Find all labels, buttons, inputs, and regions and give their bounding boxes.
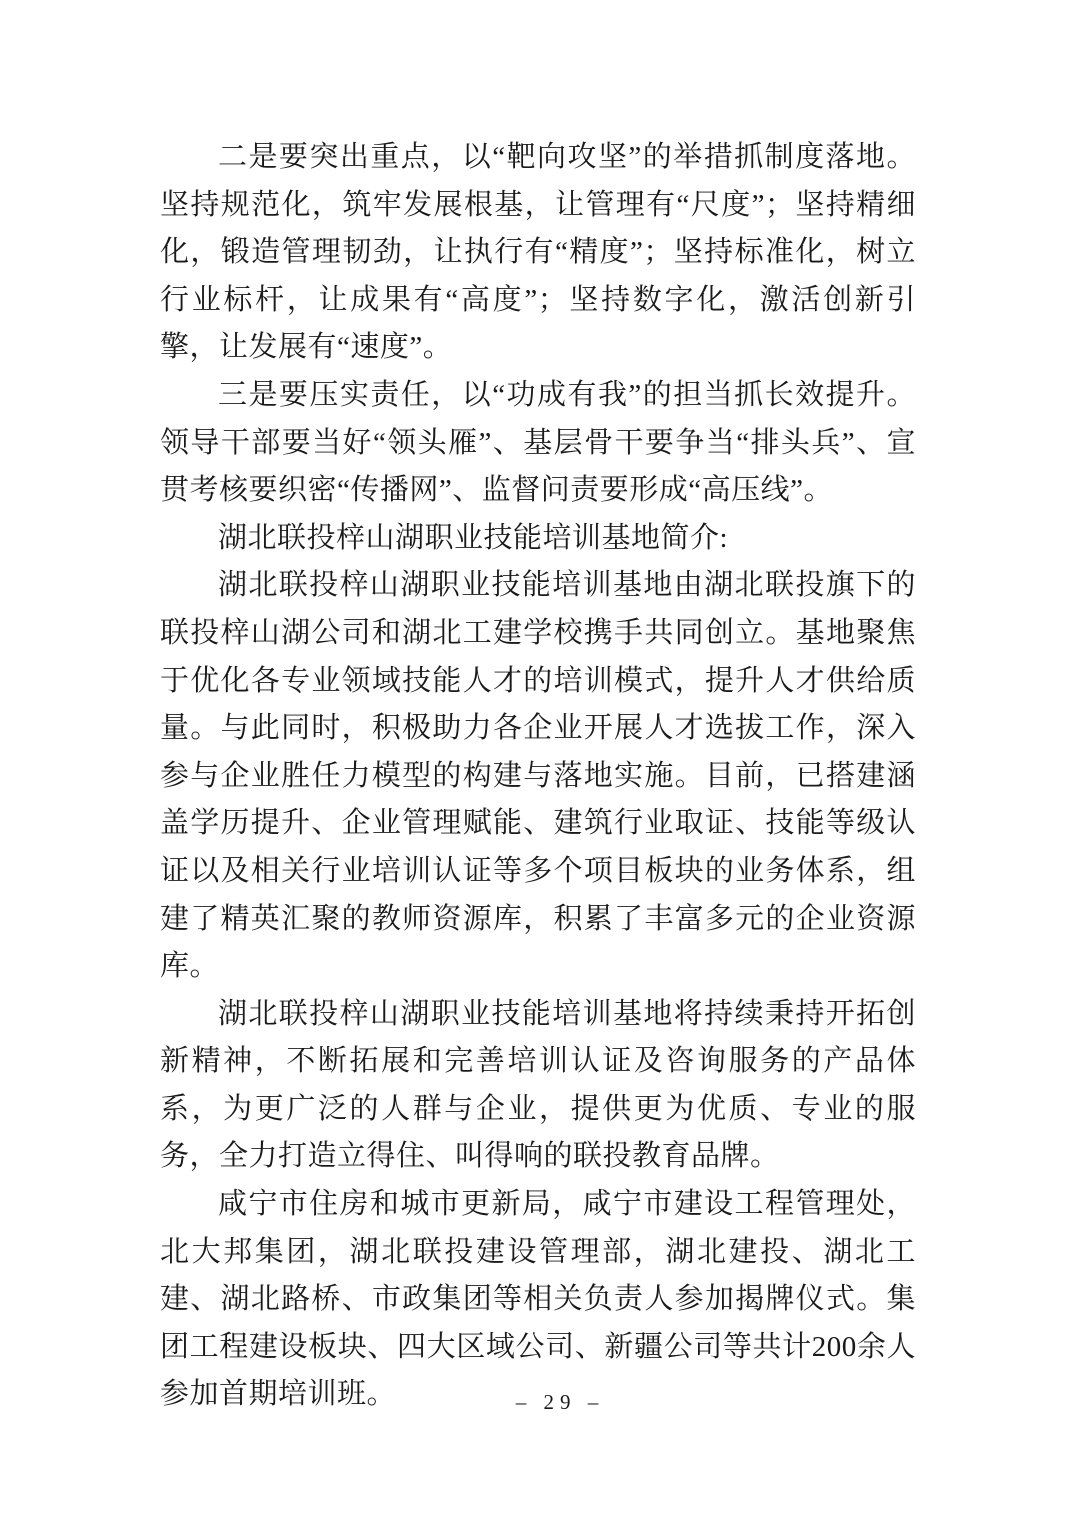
paragraph-base-intro-body: 湖北联投梓山湖职业技能培训基地由湖北联投旗下的联投梓山湖公司和湖北工建学校携手共同创立。基地聚焦于优化各专业领域技能人才的培训模式，提升人才供给质量。与此同时，积极助力各企业开展人才选拔工作，深入参与企业胜任力模型的构建与落地实施。目前，已搭建涵盖学历提升、企业管理赋能、建筑行业取证、技能等级认证以及相关行业培训认证等多个项目板块的业务体系，组建了精英汇聚的教师资源库，积累了丰富多元的企业资源库。 (160, 569, 916, 983)
text-block (160, 134, 916, 1419)
paragraph-base-intro-heading: 湖北联投梓山湖职业技能培训基地简介: (218, 521, 729, 554)
paragraph-base-outlook: 湖北联投梓山湖职业技能培训基地将持续秉持开拓创新精神，不断拓展和完善培训认证及咨询服务的产品体系，为更广泛的人群与企业，提供更为优质、专业的服务，全力打造立得住、叫得响的联投教育品牌。 (160, 997, 916, 1173)
paragraph-3-point: 三是要压实责任，以“功成有我”的担当抓长效提升。领导干部要当好“领头雁”、基层骨干要争当“排头兵”、宣贯考核要织密“传播网”、监督问责要形成“高压线”。 (160, 378, 916, 507)
page-number: – 29 – (515, 1390, 605, 1414)
paragraph-2-point: 二是要突出重点，以“靶向攻坚”的举措抓制度落地。坚持规范化，筑牢发展根基，让管理有“尺度”；坚持精细化，锻造管理韧劲，让执行有“精度”；坚持标准化，树立行业标杆，让成果有“高度”；坚持数字化，激活创新引擎，让发展有“速度”。 (160, 141, 916, 364)
paragraph-attendees: 咸宁市住房和城市更新局，咸宁市建设工程管理处，北大邦集团，湖北联投建设管理部，湖北建投、湖北工建、湖北路桥、市政集团等相关负责人参加揭牌仪式。集团工程建设板块、四大区域公司、新疆公司等共计200余人参加首期培训班。 (160, 1188, 916, 1411)
